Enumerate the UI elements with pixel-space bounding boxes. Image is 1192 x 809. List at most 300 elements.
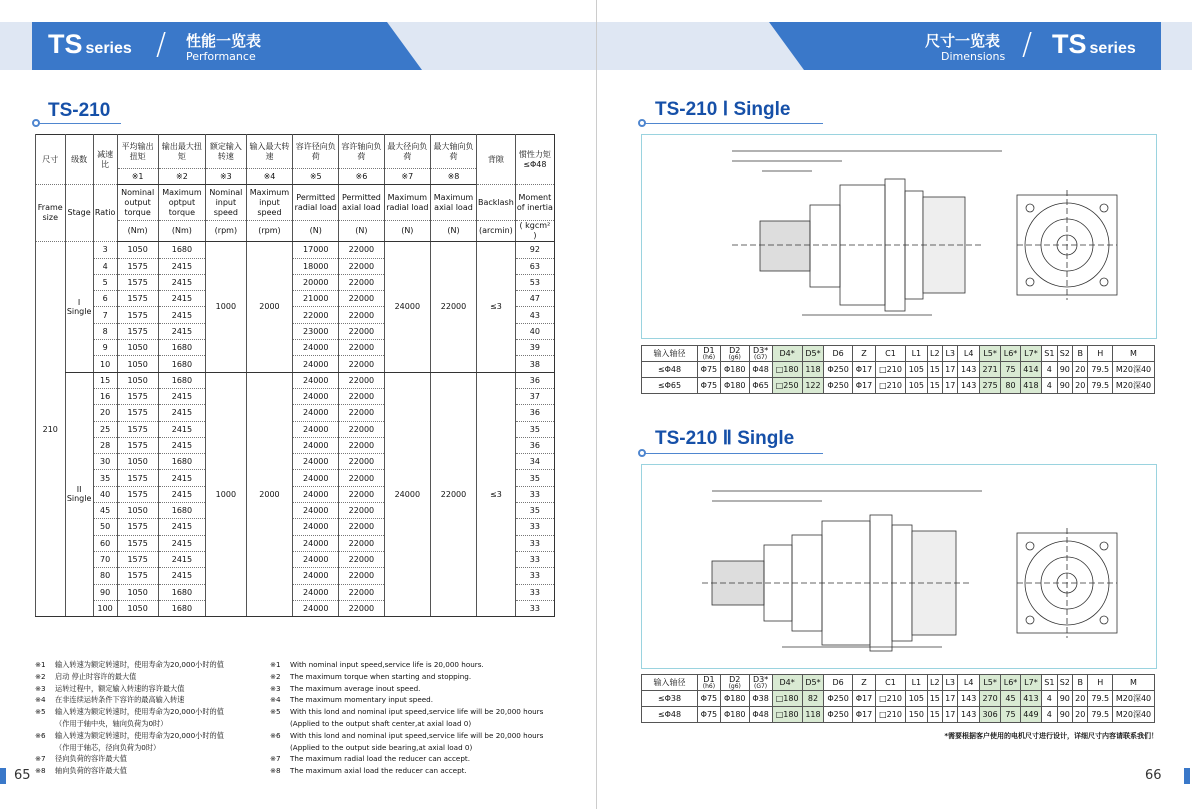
dim-cell: 118 <box>802 362 823 378</box>
axial-load-cell: 22000 <box>339 535 385 551</box>
max-torque-cell: 2415 <box>158 519 205 535</box>
dim-cell: Φ180 <box>720 362 749 378</box>
dim-cell: 418 <box>1020 378 1041 394</box>
dim-header-cell <box>749 675 772 691</box>
stage-cell: II Single <box>65 372 93 616</box>
page-number: 65 <box>14 768 31 783</box>
max-torque-cell: 2415 <box>158 388 205 404</box>
radial-load-cell: 23000 <box>293 323 339 339</box>
dim-row <box>642 707 1155 723</box>
dim-header-tolerance: (h6) <box>702 353 716 361</box>
note-line <box>270 742 543 754</box>
dim-cell: 79.5 <box>1088 707 1113 723</box>
axial-load-cell: 22000 <box>339 307 385 323</box>
model-underline <box>36 123 121 124</box>
dim-header-cell: H <box>1088 675 1113 691</box>
header-cell: 输出最大扭矩 <box>158 135 205 169</box>
dim-cell: Φ75 <box>698 378 721 394</box>
header-cell: 额定输入转速 <box>206 135 246 169</box>
axial-load-cell: 22000 <box>339 454 385 470</box>
dim-header-cell: S2 <box>1057 675 1072 691</box>
note-mark: ※3 <box>35 683 46 693</box>
dim-cell: □210 <box>875 362 905 378</box>
header-cell: 惯性力矩 ≤Φ48 <box>515 135 554 185</box>
backlash-cell: ≤3 <box>477 242 516 372</box>
dim-header-tolerance: (g6) <box>728 682 741 690</box>
ratio-cell: 28 <box>93 437 117 453</box>
nominal-torque-cell: 1575 <box>117 291 158 307</box>
dim-header-cell: S2 <box>1057 346 1072 362</box>
stage-cell: I Single <box>65 242 93 372</box>
dim-header-cell: L2 <box>927 675 942 691</box>
dim-cell: Φ75 <box>698 362 721 378</box>
header-cell: Maximum optput torque <box>158 185 205 221</box>
dim-header-cell: D5* <box>802 675 823 691</box>
note-text: 输入转速为额定转速时，使用寿命为20,000小时的值 <box>55 707 224 717</box>
header-en: Dimensions <box>941 50 1006 63</box>
note-line <box>35 683 224 695</box>
inertia-cell: 35 <box>515 421 554 437</box>
max-torque-cell: 2415 <box>158 323 205 339</box>
dim-cell: Φ250 <box>824 691 853 707</box>
nominal-torque-cell: 1575 <box>117 307 158 323</box>
header-cell: Maximum input speed <box>246 185 293 221</box>
ratio-cell: 25 <box>93 421 117 437</box>
header-row-en <box>36 185 555 221</box>
inertia-cell: 33 <box>515 486 554 502</box>
inertia-cell: 92 <box>515 242 554 258</box>
max-radial-cell: 24000 <box>384 242 430 372</box>
ratio-cell: 3 <box>93 242 117 258</box>
mark-cell: ※5 <box>293 169 339 185</box>
dim-cell: Φ48 <box>749 707 772 723</box>
dim-cell: 17 <box>943 362 958 378</box>
dim-header-label: D2 <box>729 345 741 355</box>
dim-header-cell <box>749 346 772 362</box>
header-en: Performance <box>186 50 256 63</box>
dim-cell: 4 <box>1042 378 1057 394</box>
max-torque-cell: 2415 <box>158 486 205 502</box>
axial-load-cell: 22000 <box>339 405 385 421</box>
footnote: *需要根据客户使用的电机尺寸进行设计，详细尺寸内容请联系我们！ <box>944 732 1158 740</box>
dim-cell: 414 <box>1020 362 1041 378</box>
note-mark: ※1 <box>35 660 46 669</box>
max-speed-cell: 2000 <box>246 372 293 616</box>
max-torque-cell: 2415 <box>158 437 205 453</box>
mark-cell: ※2 <box>158 169 205 185</box>
dim-header-cell: L4 <box>958 346 979 362</box>
dim-cell: M20深40 <box>1113 378 1155 394</box>
ratio-cell: 90 <box>93 584 117 600</box>
unit-cell: (N) <box>430 221 476 242</box>
frame-cell: 210 <box>36 242 66 617</box>
dim-header-label: D1 <box>703 674 715 684</box>
axial-load-cell: 22000 <box>339 503 385 519</box>
header-cn: 尺寸一览表 <box>925 32 1001 50</box>
dim-header-cell: D5* <box>802 346 823 362</box>
note-line <box>35 671 224 683</box>
note-line <box>35 730 224 742</box>
ratio-cell: 5 <box>93 274 117 290</box>
dim-cell: Φ17 <box>853 707 876 723</box>
inertia-cell: 40 <box>515 323 554 339</box>
dim-cell: 275 <box>979 378 1000 394</box>
dim-cell: 45 <box>1001 691 1020 707</box>
inertia-cell: 33 <box>515 584 554 600</box>
note-text: 启动 停止时容许的最大值 <box>55 671 137 681</box>
unit-cell: ( kgcm² ) <box>515 221 554 242</box>
header-cell: 级数 <box>65 135 93 185</box>
ratio-cell: 6 <box>93 291 117 307</box>
note-mark: ※8 <box>35 766 46 776</box>
note-line <box>270 659 543 671</box>
nominal-torque-cell: 1575 <box>117 437 158 453</box>
note-mark: ※2 <box>35 671 46 681</box>
dim-cell: 4 <box>1042 691 1057 707</box>
dim-cell: 17 <box>943 378 958 394</box>
backlash-cell: ≤3 <box>477 372 516 616</box>
dim-header-cell: L7* <box>1020 346 1041 362</box>
dim-header-label: D1 <box>703 345 715 355</box>
dim-header-cell: 输入轴径 <box>642 675 698 691</box>
max-torque-cell: 1680 <box>158 372 205 388</box>
dim-header-row <box>642 675 1155 691</box>
axial-load-cell: 22000 <box>339 486 385 502</box>
dim-header-cell: M <box>1113 346 1155 362</box>
dim-header-cell: B <box>1073 675 1088 691</box>
dim-cell: M20深40 <box>1113 707 1155 723</box>
drawing-single-1 <box>641 134 1157 339</box>
dim-cell: 90 <box>1057 707 1072 723</box>
nominal-torque-cell: 1575 <box>117 274 158 290</box>
max-axial-cell: 22000 <box>430 372 476 616</box>
mark-cell: ※6 <box>339 169 385 185</box>
axial-load-cell: 22000 <box>339 323 385 339</box>
note-text: 轴向负荷的容许最大值 <box>55 766 127 776</box>
nominal-torque-cell: 1575 <box>117 535 158 551</box>
inertia-cell: 39 <box>515 340 554 356</box>
nominal-speed-cell: 1000 <box>206 372 246 616</box>
dim-cell: 20 <box>1073 691 1088 707</box>
ratio-cell: 20 <box>93 405 117 421</box>
inertia-cell: 37 <box>515 388 554 404</box>
dim-cell: □180 <box>772 691 802 707</box>
dim-cell: ≤Φ38 <box>642 691 698 707</box>
header-cell: Nominal input speed <box>206 185 246 221</box>
nominal-torque-cell: 1050 <box>117 454 158 470</box>
axial-load-cell: 22000 <box>339 568 385 584</box>
header-slash: / <box>1022 27 1033 62</box>
max-axial-cell: 22000 <box>430 242 476 372</box>
dim-cell: M20深40 <box>1113 362 1155 378</box>
dim-cell: 15 <box>927 378 942 394</box>
axial-load-cell: 22000 <box>339 551 385 567</box>
max-torque-cell: 2415 <box>158 470 205 486</box>
ratio-cell: 9 <box>93 340 117 356</box>
dim-header-cell: L2 <box>927 346 942 362</box>
dim-cell: Φ250 <box>824 362 853 378</box>
dim-cell: 143 <box>958 378 979 394</box>
dim-cell: Φ75 <box>698 691 721 707</box>
nominal-torque-cell: 1050 <box>117 242 158 258</box>
brand-title: TS series <box>1052 29 1136 59</box>
nominal-torque-cell: 1050 <box>117 584 158 600</box>
dim-cell: □210 <box>875 378 905 394</box>
dim-header-cell: Z <box>853 346 876 362</box>
header-cell: 输入最大转速 <box>246 135 293 169</box>
ratio-cell: 7 <box>93 307 117 323</box>
dim-cell: 82 <box>802 691 823 707</box>
dim-header-cell: 输入轴径 <box>642 346 698 362</box>
radial-load-cell: 21000 <box>293 291 339 307</box>
dim-cell: M20深40 <box>1113 691 1155 707</box>
unit-cell: (N) <box>384 221 430 242</box>
radial-load-cell: 24000 <box>293 600 339 616</box>
note-text: （作用于轴芯，径向负荷为0时） <box>55 742 161 752</box>
dim-cell: 105 <box>906 378 927 394</box>
header-cell: 尺寸 <box>36 135 66 185</box>
notes-cn <box>35 659 224 777</box>
inertia-cell: 33 <box>515 600 554 616</box>
header-cell: 最大轴向负荷 <box>430 135 476 169</box>
nominal-torque-cell: 1050 <box>117 600 158 616</box>
note-mark: ※5 <box>270 707 281 717</box>
note-line <box>35 753 224 765</box>
nominal-torque-cell: 1575 <box>117 551 158 567</box>
radial-load-cell: 24000 <box>293 405 339 421</box>
inertia-cell: 36 <box>515 437 554 453</box>
header-cell: Moment of inertia <box>515 185 554 221</box>
dim-header-cell: L4 <box>958 675 979 691</box>
model-underline <box>643 123 823 124</box>
note-mark: ※8 <box>270 766 281 776</box>
nominal-torque-cell: 1050 <box>117 503 158 519</box>
max-torque-cell: 2415 <box>158 535 205 551</box>
inertia-cell: 33 <box>515 568 554 584</box>
dim-header-cell: L5* <box>979 346 1000 362</box>
dim-cell: Φ48 <box>749 362 772 378</box>
note-line <box>35 765 224 777</box>
nominal-torque-cell: 1575 <box>117 421 158 437</box>
axial-load-cell: 22000 <box>339 242 385 258</box>
ratio-cell: 4 <box>93 258 117 274</box>
note-text: (Applied to the output side bearing,at axial load 0) <box>290 742 473 752</box>
max-speed-cell: 2000 <box>246 242 293 372</box>
note-text: 径向负荷的容许最大值 <box>55 754 127 764</box>
max-torque-cell: 1680 <box>158 600 205 616</box>
model-title: TS-210 <box>48 100 111 121</box>
ratio-cell: 45 <box>93 503 117 519</box>
dim-cell: 15 <box>927 707 942 723</box>
axial-load-cell: 22000 <box>339 340 385 356</box>
note-line <box>270 683 543 695</box>
ratio-cell: 80 <box>93 568 117 584</box>
dim-header-cell <box>698 675 721 691</box>
ratio-cell: 70 <box>93 551 117 567</box>
note-text: The maximum momentary input speed. <box>290 695 434 705</box>
dim-cell: □250 <box>772 378 802 394</box>
note-line <box>270 706 543 718</box>
model-underline <box>643 453 823 454</box>
mark-cell: ※7 <box>384 169 430 185</box>
dim-cell: 271 <box>979 362 1000 378</box>
dim-cell: 79.5 <box>1088 362 1113 378</box>
nominal-torque-cell: 1050 <box>117 340 158 356</box>
dim-header-cell: D6 <box>824 346 853 362</box>
dim-header-cell: L1 <box>906 346 927 362</box>
header-cell: 最大径向负荷 <box>384 135 430 169</box>
dim-cell: 4 <box>1042 362 1057 378</box>
radial-load-cell: 24000 <box>293 372 339 388</box>
max-torque-cell: 1680 <box>158 242 205 258</box>
dim-cell: 306 <box>979 707 1000 723</box>
max-torque-cell: 2415 <box>158 405 205 421</box>
dim-cell: Φ17 <box>853 362 876 378</box>
note-line <box>270 671 543 683</box>
dim-cell: 79.5 <box>1088 378 1113 394</box>
note-line <box>270 718 543 730</box>
inertia-cell: 34 <box>515 454 554 470</box>
header-cell: Frame size <box>36 185 66 242</box>
dim-header-tolerance: (h6) <box>702 682 716 690</box>
dim-cell: Φ250 <box>824 378 853 394</box>
nominal-torque-cell: 1575 <box>117 323 158 339</box>
note-text: 运转过程中，额定输入转速的容许最大值 <box>55 683 185 693</box>
mark-cell: ※3 <box>206 169 246 185</box>
dim-header-cell: D6 <box>824 675 853 691</box>
note-text: 在非连续运转条件下容许的最高输入转速 <box>55 695 185 705</box>
max-radial-cell: 24000 <box>384 372 430 616</box>
axial-load-cell: 22000 <box>339 421 385 437</box>
unit-cell: (N) <box>339 221 385 242</box>
dim-header-cell: D4* <box>772 346 802 362</box>
note-mark: ※2 <box>270 671 281 681</box>
dim-cell: 413 <box>1020 691 1041 707</box>
max-torque-cell: 2415 <box>158 568 205 584</box>
radial-load-cell: 24000 <box>293 568 339 584</box>
dim-cell: 17 <box>943 707 958 723</box>
nominal-torque-cell: 1575 <box>117 470 158 486</box>
dim-cell: 150 <box>906 707 927 723</box>
performance-table <box>35 134 555 617</box>
axial-load-cell: 22000 <box>339 274 385 290</box>
nominal-torque-cell: 1575 <box>117 258 158 274</box>
radial-load-cell: 22000 <box>293 307 339 323</box>
axial-load-cell: 22000 <box>339 470 385 486</box>
dim-cell: 118 <box>802 707 823 723</box>
mark-cell: ※4 <box>246 169 293 185</box>
dim-cell: 270 <box>979 691 1000 707</box>
dim-cell: 15 <box>927 691 942 707</box>
dim-cell: 15 <box>927 362 942 378</box>
inertia-cell: 33 <box>515 551 554 567</box>
header-cell: Maximum radial load <box>384 185 430 221</box>
note-mark: ※7 <box>270 754 281 764</box>
notes-en <box>270 659 543 777</box>
axial-load-cell: 22000 <box>339 356 385 372</box>
dim-header-cell <box>698 346 721 362</box>
header-cn: 性能一览表 <box>186 32 262 50</box>
note-text: 输入转速为额定转速时，使用寿命为20,000小时的值 <box>55 730 224 740</box>
radial-load-cell: 24000 <box>293 470 339 486</box>
nominal-speed-cell: 1000 <box>206 242 246 372</box>
note-mark: ※6 <box>270 730 281 740</box>
dim-cell: Φ75 <box>698 707 721 723</box>
ratio-cell: 10 <box>93 356 117 372</box>
radial-load-cell: 24000 <box>293 437 339 453</box>
axial-load-cell: 22000 <box>339 258 385 274</box>
ratio-cell: 40 <box>93 486 117 502</box>
axial-load-cell: 22000 <box>339 600 385 616</box>
note-line <box>270 694 543 706</box>
dim-cell: 105 <box>906 362 927 378</box>
unit-cell: (rpm) <box>246 221 293 242</box>
dim-header-cell <box>720 675 749 691</box>
max-torque-cell: 2415 <box>158 421 205 437</box>
note-mark: ※4 <box>35 695 46 705</box>
dim-cell: 90 <box>1057 691 1072 707</box>
dim-cell: □180 <box>772 362 802 378</box>
ratio-cell: 60 <box>93 535 117 551</box>
inertia-cell: 35 <box>515 503 554 519</box>
nominal-torque-cell: 1050 <box>117 372 158 388</box>
header-cell: 平均输出扭矩 <box>117 135 158 169</box>
dim-cell: 17 <box>943 691 958 707</box>
dim-row <box>642 378 1155 394</box>
radial-load-cell: 20000 <box>293 274 339 290</box>
dim-cell: Φ17 <box>853 378 876 394</box>
inertia-cell: 47 <box>515 291 554 307</box>
dim-cell: Φ38 <box>749 691 772 707</box>
dim-header-tolerance: (G7) <box>754 353 768 361</box>
dim-cell: 75 <box>1001 362 1020 378</box>
max-torque-cell: 2415 <box>158 291 205 307</box>
drawing-single-2 <box>641 464 1157 669</box>
inertia-cell: 36 <box>515 372 554 388</box>
bullet-icon <box>638 119 646 127</box>
ratio-cell: 16 <box>93 388 117 404</box>
dim-cell: 20 <box>1073 362 1088 378</box>
radial-load-cell: 24000 <box>293 503 339 519</box>
max-torque-cell: 2415 <box>158 258 205 274</box>
page-bar <box>1184 768 1190 784</box>
dim-cell: Φ65 <box>749 378 772 394</box>
dim-header-label: D3* <box>752 345 769 355</box>
max-torque-cell: 1680 <box>158 356 205 372</box>
ratio-cell: 100 <box>93 600 117 616</box>
unit-cell: (arcmin) <box>477 221 516 242</box>
unit-cell: (Nm) <box>158 221 205 242</box>
dimensions-table-2 <box>641 674 1155 723</box>
mark-cell: ※1 <box>117 169 158 185</box>
dim-cell: 122 <box>802 378 823 394</box>
nominal-torque-cell: 1575 <box>117 519 158 535</box>
radial-load-cell: 24000 <box>293 535 339 551</box>
header-cell: 减速比 <box>93 135 117 185</box>
note-mark: ※1 <box>270 660 281 669</box>
dim-cell: 90 <box>1057 378 1072 394</box>
note-text: (Applied to the output shaft center,at axial load 0) <box>290 718 472 728</box>
note-line <box>270 730 543 742</box>
inertia-cell: 36 <box>515 405 554 421</box>
max-torque-cell: 1680 <box>158 503 205 519</box>
dim-header-cell: L5* <box>979 675 1000 691</box>
header-cell: 背隙 <box>477 135 516 185</box>
radial-load-cell: 24000 <box>293 551 339 567</box>
note-line <box>35 718 224 730</box>
max-torque-cell: 1680 <box>158 340 205 356</box>
dim-cell: 105 <box>906 691 927 707</box>
